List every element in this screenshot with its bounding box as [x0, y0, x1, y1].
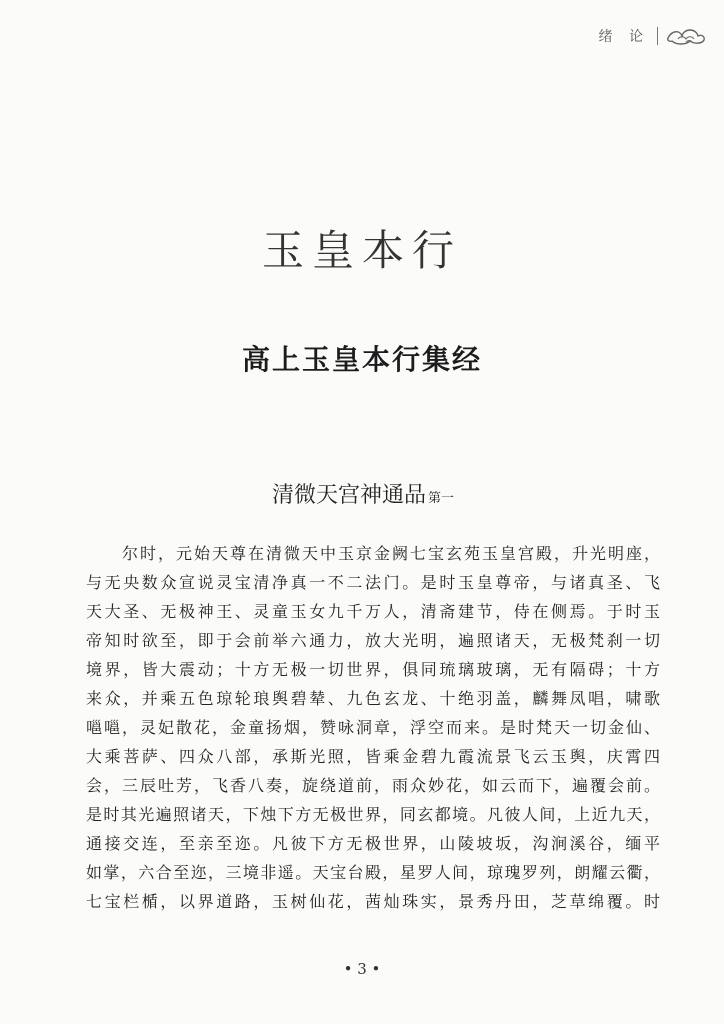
running-header	[599, 24, 706, 48]
text-line: 尔时，元始天尊在清微天中玉京金阙七宝玄苑玉皇宫殿，升光明座，	[86, 544, 660, 563]
text-line: 会，三辰吐芳，飞香八奏，旋绕道前，雨众妙花，如云而下，遍覆会前。	[86, 776, 660, 795]
chapter-title-text: 清微天宫神通品	[272, 483, 427, 508]
main-title: 玉皇本行	[261, 226, 462, 275]
text-line: 帝知时欲至，即于会前举六通力，放大光明，遍照诸天，无极梵刹一切	[86, 631, 660, 650]
text-line: 来众，并乘五色琼轮琅舆碧辇、九色玄龙、十绝羽盖，麟舞凤唱，啸歌	[86, 689, 660, 708]
text-line: 大乘菩萨、四众八部，承斯光照，皆乘金碧九霞流景飞云玉舆，庆霄四	[86, 747, 660, 766]
section-label: 绪 论	[598, 29, 649, 45]
header-divider	[657, 27, 658, 45]
text-line: 通接交连，至亲至迩。凡彼下方无极世界，山陵坡坂，沟涧溪谷，缅平	[86, 834, 660, 853]
book-title: 高上玉皇本行集经	[241, 343, 482, 376]
text-line: 如掌，六合至迩，三境非遥。天宝台殿，星罗人间，琼瑰罗列，朗耀云衢，	[86, 863, 660, 882]
page-number: • 3 •	[343, 960, 381, 978]
cloud-ornament-icon	[666, 24, 706, 48]
chapter-title	[272, 478, 454, 509]
body-text	[86, 539, 660, 916]
text-line: 嗈嗈，灵妃散花，金童扬烟，赞咏洞章，浮空而来。是时梵天一切金仙、	[86, 718, 660, 737]
text-line: 境界，皆大震动；十方无极一切世界，俱同琉璃玻璃，无有隔碍；十方	[86, 660, 660, 679]
text-line: 七宝栏楯，以界道路，玉树仙花，茜灿珠实，景秀丹田，芝草绵覆。时	[86, 892, 660, 911]
chapter-subtitle: 第一	[428, 491, 455, 506]
text-line: 是时其光遍照诸天，下烛下方无极世界，同玄都境。凡彼人间，上近九天，	[86, 805, 660, 824]
text-line: 天大圣、无极神王、灵童玉女九千万人，清斋建节，侍在侧焉。于时玉	[86, 602, 660, 621]
text-line: 与无央数众宣说灵宝清净真一不二法门。是时玉皇尊帝，与诸真圣、飞	[86, 573, 660, 592]
